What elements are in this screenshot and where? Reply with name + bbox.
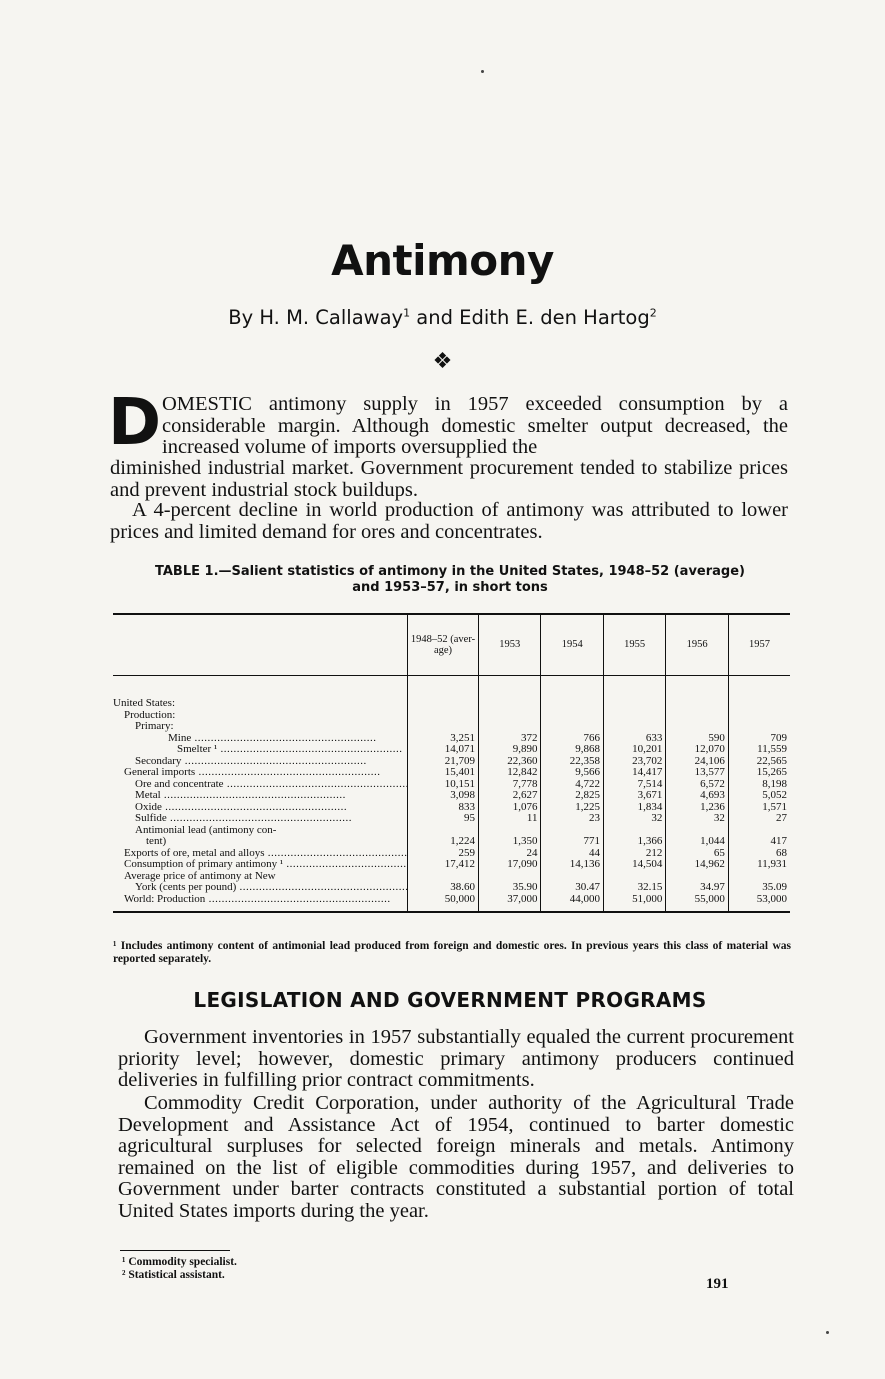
table-header-col-1954: 1954 [541,614,603,676]
table-row-label-text: Consumption of primary antimony ¹ ..... [124,859,408,870]
table-cell: 3,251 [408,733,479,745]
table-cell: 1,044 [666,836,728,848]
table-cell: 55,000 [666,894,728,913]
table-cell: 590 [666,733,728,745]
table-row-label [113,882,408,894]
table-cell: 1,224 [408,836,479,848]
table-row-label [113,790,408,802]
table-row [113,894,790,913]
table-cell [728,676,790,710]
table-row-label-text: Production: [124,709,176,721]
table-row [113,676,790,710]
table-row-label-text: Oxide ..... [135,802,347,813]
table-cell: 212 [603,848,665,860]
table-cell: 51,000 [603,894,665,913]
table-cell: 32 [666,813,728,825]
table-cell: 65 [666,848,728,860]
table-cell: 15,265 [728,767,790,779]
table-cell: 417 [728,836,790,848]
table-cell: 11 [479,813,541,825]
table-row [113,790,790,802]
table-row-label [113,802,408,814]
table-row-label [113,744,408,756]
table-cell [408,710,479,722]
table-header-col-1956: 1956 [666,614,728,676]
scan-speck [826,1331,829,1334]
table-row-label-text: Antimonial lead (antimony con- [135,824,277,836]
table-cell: 9,868 [541,744,603,756]
table-cell [541,710,603,722]
table-cell: 34.97 [666,882,728,894]
table-row-label-text: Exports of ore, metal and alloys ..... [124,848,408,859]
table-cell: 14,136 [541,859,603,871]
table-row [113,882,790,894]
table-row [113,859,790,871]
table-cell: 14,504 [603,859,665,871]
table-cell: 17,090 [479,859,541,871]
table-header-row [113,614,790,676]
table-row-label [113,710,408,722]
table-cell [603,676,665,710]
table-row [113,802,790,814]
table-cell: 2,825 [541,790,603,802]
table-cell: 10,201 [603,744,665,756]
byline-author-1: By H. M. Callaway [228,306,404,329]
table-cell: 35.90 [479,882,541,894]
table-cell: 22,360 [479,756,541,768]
table-cell: 50,000 [408,894,479,913]
drop-cap: D [108,386,162,460]
table-row-label [113,813,408,825]
table-cell: 1,236 [666,802,728,814]
footnote-2: ² Statistical assistant. [122,1269,225,1281]
page-footnotes [122,1256,237,1282]
table-row-label [113,756,408,768]
table-cell [479,676,541,710]
table-cell: 709 [728,733,790,745]
table-cell: 4,722 [541,779,603,791]
table-cell: 44,000 [541,894,603,913]
table-cell: 30.47 [541,882,603,894]
table-cell [603,710,665,722]
table-cell: 32.15 [603,882,665,894]
table-caption [110,564,790,596]
table-row-label [113,676,408,710]
table-caption-line-2: and 1953–57, in short tons [352,580,548,595]
table-cell: 22,358 [541,756,603,768]
table-cell: 24,106 [666,756,728,768]
table-cell [666,710,728,722]
table-footnote: ¹ Includes antimony content of antimonial lead produced from foreign and domestic ores. In previous years this class of material was reported separately. [113,940,791,965]
table-cell: 1,350 [479,836,541,848]
table-cell: 17,412 [408,859,479,871]
byline-footnote-2: 2 [649,306,657,320]
table-row-label [113,721,408,733]
table-row [113,721,790,733]
table-row [113,813,790,825]
table-cell: 38.60 [408,882,479,894]
table-cell: 1,076 [479,802,541,814]
table-header-col-1953: 1953 [479,614,541,676]
table-cell: 833 [408,802,479,814]
table-cell: 12,842 [479,767,541,779]
table-cell: 21,709 [408,756,479,768]
byline-author-2: and Edith E. den Hartog [416,306,650,329]
footnote-rule [120,1250,230,1251]
table-cell: 1,366 [603,836,665,848]
table-row-label-text: Mine ..... [168,733,376,744]
table-cell: 9,566 [541,767,603,779]
table-cell [666,721,728,733]
table-cell: 771 [541,836,603,848]
table-cell: 259 [408,848,479,860]
table-row-label [113,848,408,860]
table-row-label-text: Smelter ¹ ..... [177,744,403,755]
table-row-label-text: Secondary ..... [135,756,367,767]
table-cell: 23,702 [603,756,665,768]
page-number: 191 [706,1276,729,1292]
intro-paragraph-rest: diminished industrial market. Government procurement tended to stabilize prices and prevent industrial stock buildups. [110,457,788,501]
table-row-label [113,871,408,883]
table-row-label-text: Metal ..... [135,790,346,801]
table-cell: 95 [408,813,479,825]
page-title: Antimony [331,236,554,285]
table-cell [541,676,603,710]
table-cell: 11,931 [728,859,790,871]
table-row [113,744,790,756]
table-header-col-1948-52: 1948–52 (aver-age) [408,614,479,676]
table-cell: 9,890 [479,744,541,756]
table-cell: 14,417 [603,767,665,779]
table-cell: 1,834 [603,802,665,814]
table-cell: 11,559 [728,744,790,756]
table-cell [541,721,603,733]
table-row-label-text: Ore and concentrate ..... [135,779,408,790]
section-paragraph-2: Commodity Credit Corporation, under authority of the Agricultural Trade Development and Assistance Act of 1954, continued to barter domestic agricultural surpluses for selected foreign minerals and metals. Antimony remained on the list of eligible commodities during 1957, and deliveries to Government under barter contracts constituted a substantial portion of total United States imports during the year. [118,1092,794,1222]
table-cell: 8,198 [728,779,790,791]
table-cell: 37,000 [479,894,541,913]
table-cell: 27 [728,813,790,825]
table-cell [479,721,541,733]
table-cell: 12,070 [666,744,728,756]
table-cell: 14,071 [408,744,479,756]
table-row-label [113,836,408,848]
table-row-label [113,825,408,837]
table-row-label-text: Primary: [135,721,174,732]
table-cell: 68 [728,848,790,860]
table-row [113,767,790,779]
section-heading: LEGISLATION AND GOVERNMENT PROGRAMS [193,988,707,1012]
table-cell: 7,778 [479,779,541,791]
table-cell: 23 [541,813,603,825]
table-cell: 53,000 [728,894,790,913]
table-cell [603,721,665,733]
footnote-1: ¹ Commodity specialist. [122,1256,237,1268]
table-row-label-text: Sulfide ..... [135,813,352,824]
byline-footnote-1: 1 [403,306,411,320]
table-row-label-text: United States: [113,697,176,709]
table-cell: 766 [541,733,603,745]
table-row [113,710,790,722]
table-cell: 1,571 [728,802,790,814]
table-cell [408,676,479,710]
table-cell [728,710,790,722]
table-cell: 633 [603,733,665,745]
table-row-label-text: Average price of antimony at New [124,870,276,882]
table-cell: 35.09 [728,882,790,894]
table-cell [408,721,479,733]
table-row-label-text: World: Production ..... [124,894,391,905]
table-row-label [113,767,408,779]
table-cell: 3,671 [603,790,665,802]
table-cell: 2,627 [479,790,541,802]
table-cell: 14,962 [666,859,728,871]
byline [0,306,885,329]
table-row-label [113,894,408,913]
table-cell: 10,151 [408,779,479,791]
ornament-icon: ❖ [432,348,453,373]
table-row-label-text: General imports ..... [124,767,380,778]
table-cell: 6,572 [666,779,728,791]
salient-statistics-table [113,613,790,913]
table-cell: 372 [479,733,541,745]
table-cell: 5,052 [728,790,790,802]
table-cell: 44 [541,848,603,860]
table-cell: 15,401 [408,767,479,779]
table-cell [479,710,541,722]
section-paragraph-1: Government inventories in 1957 substantially equaled the current procurement priority level; however, domestic primary antimony producers continued deliveries in fulfilling prior contract commitments. [118,1026,794,1091]
table-cell: 1,225 [541,802,603,814]
table-cell: 3,098 [408,790,479,802]
table-header-col-1957: 1957 [728,614,790,676]
table-row-label [113,779,408,791]
table-cell: 24 [479,848,541,860]
table-row-label-text: York (cents per pound) ..... [135,882,408,893]
table-cell: 7,514 [603,779,665,791]
table-caption-line-1: TABLE 1.—Salient statistics of antimony in the United States, 1948–52 (average) [155,564,745,579]
table-body [113,676,790,913]
table-cell [728,721,790,733]
intro-paragraph-2: A 4-percent decline in world production of antimony was attributed to lower prices and limited demand for ores and concentrates. [110,499,788,543]
table-row-label [113,859,408,871]
scan-speck [481,70,484,73]
table-row-label [113,733,408,745]
table-header-col-1955: 1955 [603,614,665,676]
table-cell: 4,693 [666,790,728,802]
table-cell: 22,565 [728,756,790,768]
table-row-label-text: tent) [146,836,167,847]
intro-lead-lines: OMESTIC antimony supply in 1957 exceeded consumption by a considerable margin. Although domestic smelter output decreased, the increased volume of imports oversupplied the [162,393,788,458]
table-row [113,836,790,848]
table-cell: 13,577 [666,767,728,779]
table-cell: 32 [603,813,665,825]
table-header-label [113,614,408,676]
table-cell [666,676,728,710]
